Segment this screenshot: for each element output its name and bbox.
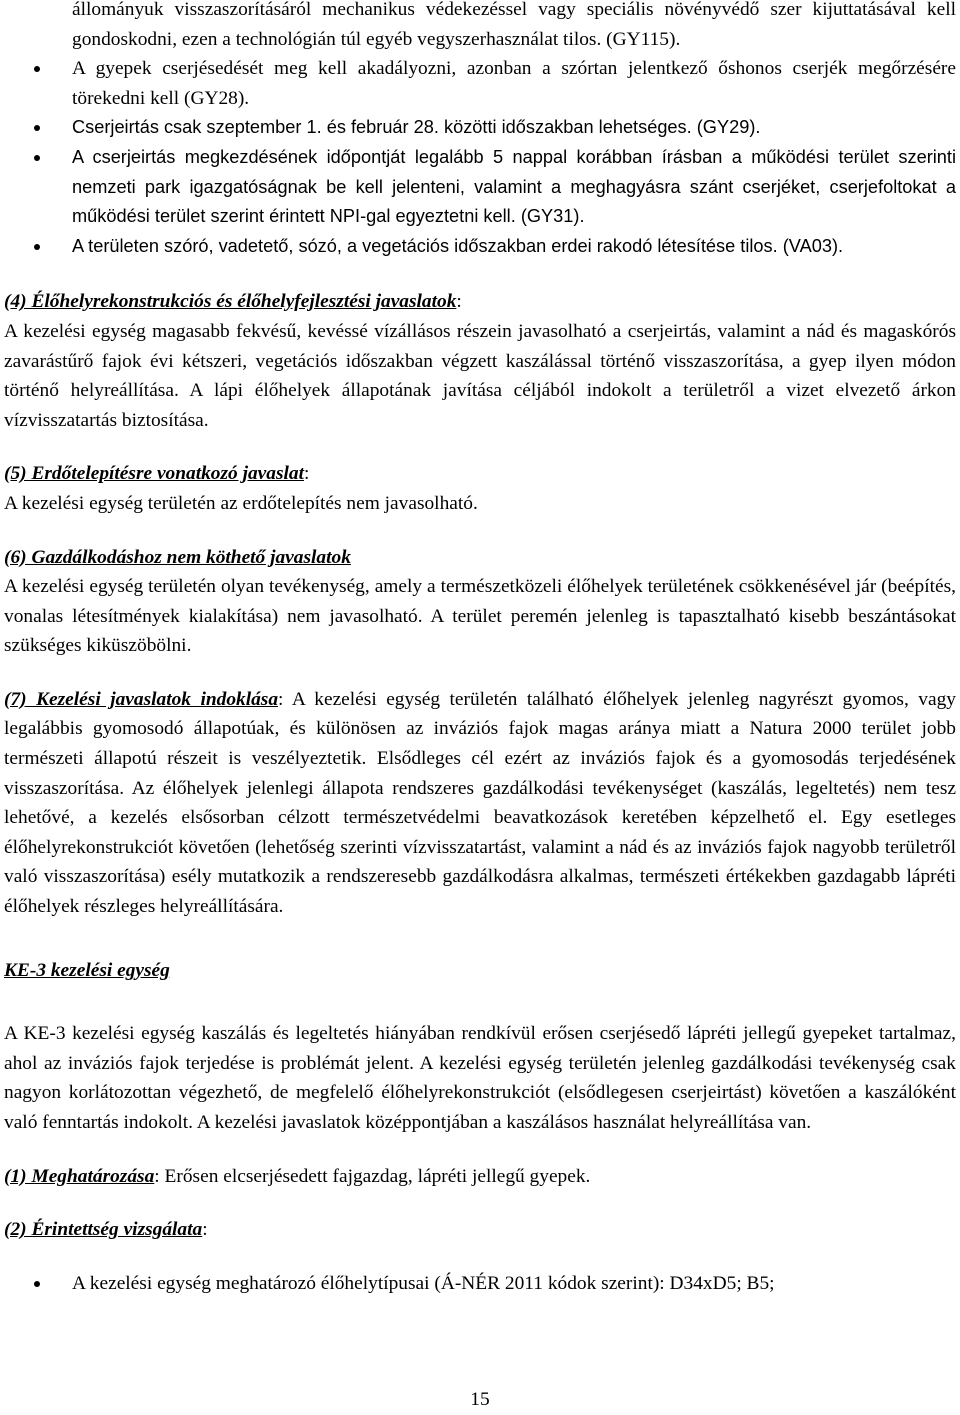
bullet-icon — [34, 1281, 40, 1287]
list-item-text: A gyepek cserjésedését meg kell akadályozni, azonban a szórtan jelentkező őshonos cserjék megőrzésére törekedni kell (GY28). — [72, 58, 956, 109]
section-body: A kezelési egység területén olyan tevékenység, amely a természetközeli élőhelyek területének csökkenésével jár (beépítés, vonalas létesítmények kialakítása) nem javasolható. A terület peremén jelenleg is tapasztalható kisebb beszántásokat szükséges kiküszöbölni. — [4, 576, 956, 657]
list-item — [4, 113, 956, 143]
section-heading: (6) Gazdálkodáshoz nem köthető javaslatok — [4, 546, 351, 568]
unit-intro: A KE-3 kezelési egység kaszálás és legeltetés hiányában rendkívül erősen cserjésedő lápréti jellegű gyepeket tartalmaz, ahol az inváziós fajok terjedése is problémát jelent. A kezelési egység területén jelenleg gazdálkodási tevékenység csak nagyon korlátozottan végezhető, de megfelelő élőhelyrekonstrukciót (elsődlegesen cserjeirtást) követően a kaszálóként való fenntartás indokolt. A kezelési javaslatok középpontjában a kaszálásos használat helyreállítása van. — [4, 1023, 956, 1133]
section-6 — [4, 543, 956, 573]
bullet-list-bottom — [4, 1269, 956, 1299]
bullet-icon — [34, 155, 40, 161]
list-item — [4, 1269, 956, 1299]
section-heading: (4) Élőhelyrekonstrukciós és élőhelyfejlesztési javaslatok — [4, 291, 457, 313]
bullet-list-top — [4, 54, 956, 261]
list-item-text: Cserjeirtás csak szeptember 1. és február 28. közötti időszakban lehetséges. (GY29). — [72, 117, 761, 138]
list-item — [4, 232, 956, 262]
section-body: A kezelési egység területén található élőhelyek jelenleg nagyrészt gyomos, vagy legalábbis gyomosodó állapotúak, és különösen az inváziós fajok magas aránya miatt a Natura 2000 terület jobb természeti állapotú részeit is veszélyeztetik. Elsődleges cél ezért az inváziós fajok és a gyomosodás terjedésének visszaszorítása. Az élőhelyek jelenlegi állapota rendszeres gazdálkodási tevékenységet (kaszálás, legeltetés) nem tesz lehetővé, a kezelés elsősorban célzott természetvédelmi beavatkozások keretében képzelhető el. Egy esetleges élőhelyrekonstrukciót követően (lehetőség szerinti vízvisszatartást, valamint a nád és az inváziós fajok nagyobb területről való visszaszorítása) esély mutatkozik a rendszeresebb gazdálkodásra alkalmas, természeti értékekben gazdagabb lápréti élőhelyek részleges helyreállítására. — [4, 688, 956, 918]
unit-heading — [4, 956, 956, 986]
bullet-icon — [34, 244, 40, 250]
section-heading: (1) Meghatározása — [4, 1165, 155, 1187]
bullet-icon — [34, 66, 40, 72]
section-body: A kezelési egység területén az erdőtelepítés nem javasolható. — [4, 492, 478, 514]
unit-title: KE-3 kezelési egység — [4, 959, 170, 981]
list-item — [4, 143, 956, 232]
section-heading: (5) Erdőtelepítésre vonatkozó javaslat — [4, 463, 304, 485]
paragraph-continuation: állományuk visszaszorításáról mechanikus védekezéssel vagy speciális növényvédő szer kijuttatásával kell gondoskodni, ezen a technológián túl egyéb vegyszerhasználat tilos. (GY115). — [72, 0, 956, 50]
document-page — [4, 0, 956, 1298]
bullet-icon — [34, 125, 40, 131]
section-body: Erősen elcserjésedett fajgazdag, lápréti jellegű gyepek. — [164, 1165, 591, 1187]
examination: (2) Érintettség vizsgálata: — [4, 1219, 208, 1241]
list-item-text: A cserjeirtás megkezdésének időpontját legalább 5 nappal korábban írásban a működési terület szerinti nemzeti park igazgatóságnak be kell jelenteni, valamint a meghagyásra szánt cserjéket, cserjefoltokat a működési terület szerint érintett NPI-gal egyeztetni kell. (GY31). — [72, 146, 956, 227]
definition: (1) Meghatározása: Erősen elcserjésedett fajgazdag, lápréti jellegű gyepek. — [4, 1165, 591, 1187]
page-number: 15 — [470, 1389, 490, 1410]
section-heading: (2) Érintettség vizsgálata — [4, 1219, 203, 1241]
section-5: (5) Erdőtelepítésre vonatkozó javaslat: — [4, 463, 310, 485]
section-7: (7) Kezelési javaslatok indoklása: A kezelési egység területén található élőhelyek jelenleg nagyrészt gyomos, vagy legalábbis gyomosodó állapotúak, és különösen az inváziós fajok magas aránya miatt a Natura 2000 terület jobb természeti állapotú részeit is veszélyeztetik. Elsődleges cél ezért az inváziós fajok és a gyomosodás terjedésének visszaszorítása. Az élőhelyek jelenlegi állapota rendszeres gazdálkodási tevékenységet (kaszálás, legeltetés) nem tesz lehetővé, a kezelés elsősorban célzott természetvédelmi beavatkozások keretében képzelhető el. Egy esetleges élőhelyrekonstrukciót követően (lehetőség szerinti vízvisszatartást, valamint a nád és az inváziós fajok nagyobb területről való visszaszorítása) esély mutatkozik a rendszeresebb gazdálkodásra alkalmas, természeti értékekben gazdagabb lápréti élőhelyek részleges helyreállítására. — [4, 688, 956, 918]
section-4: (4) Élőhelyrekonstrukciós és élőhelyfejlesztési javaslatok: — [4, 291, 462, 313]
list-item-text: A területen szóró, vadetető, sózó, a vegetációs időszakban erdei rakodó létesítése tilos. (VA03). — [72, 235, 844, 256]
section-body: A kezelési egység magasabb fekvésű, kevéssé vízállásos részein javasolható a cserjeirtás, valamint a nád és magaskórós zavarástűrő fajok évi kétszeri, vegetációs időszakban végzett kaszálással történő visszaszorítása, a gyep ilyen módon történő helyreállítása. A lápi élőhelyek állapotának javítása céljából indokolt a területről a vizet elvezető árkon vízvisszatartás biztosítása. — [4, 320, 956, 431]
list-item — [4, 54, 956, 113]
section-heading: (7) Kezelési javaslatok indoklása — [4, 688, 279, 710]
list-item-text: A kezelési egység meghatározó élőhelytípusai (Á-NÉR 2011 kódok szerint): D34xD5; B5; — [72, 1272, 775, 1294]
